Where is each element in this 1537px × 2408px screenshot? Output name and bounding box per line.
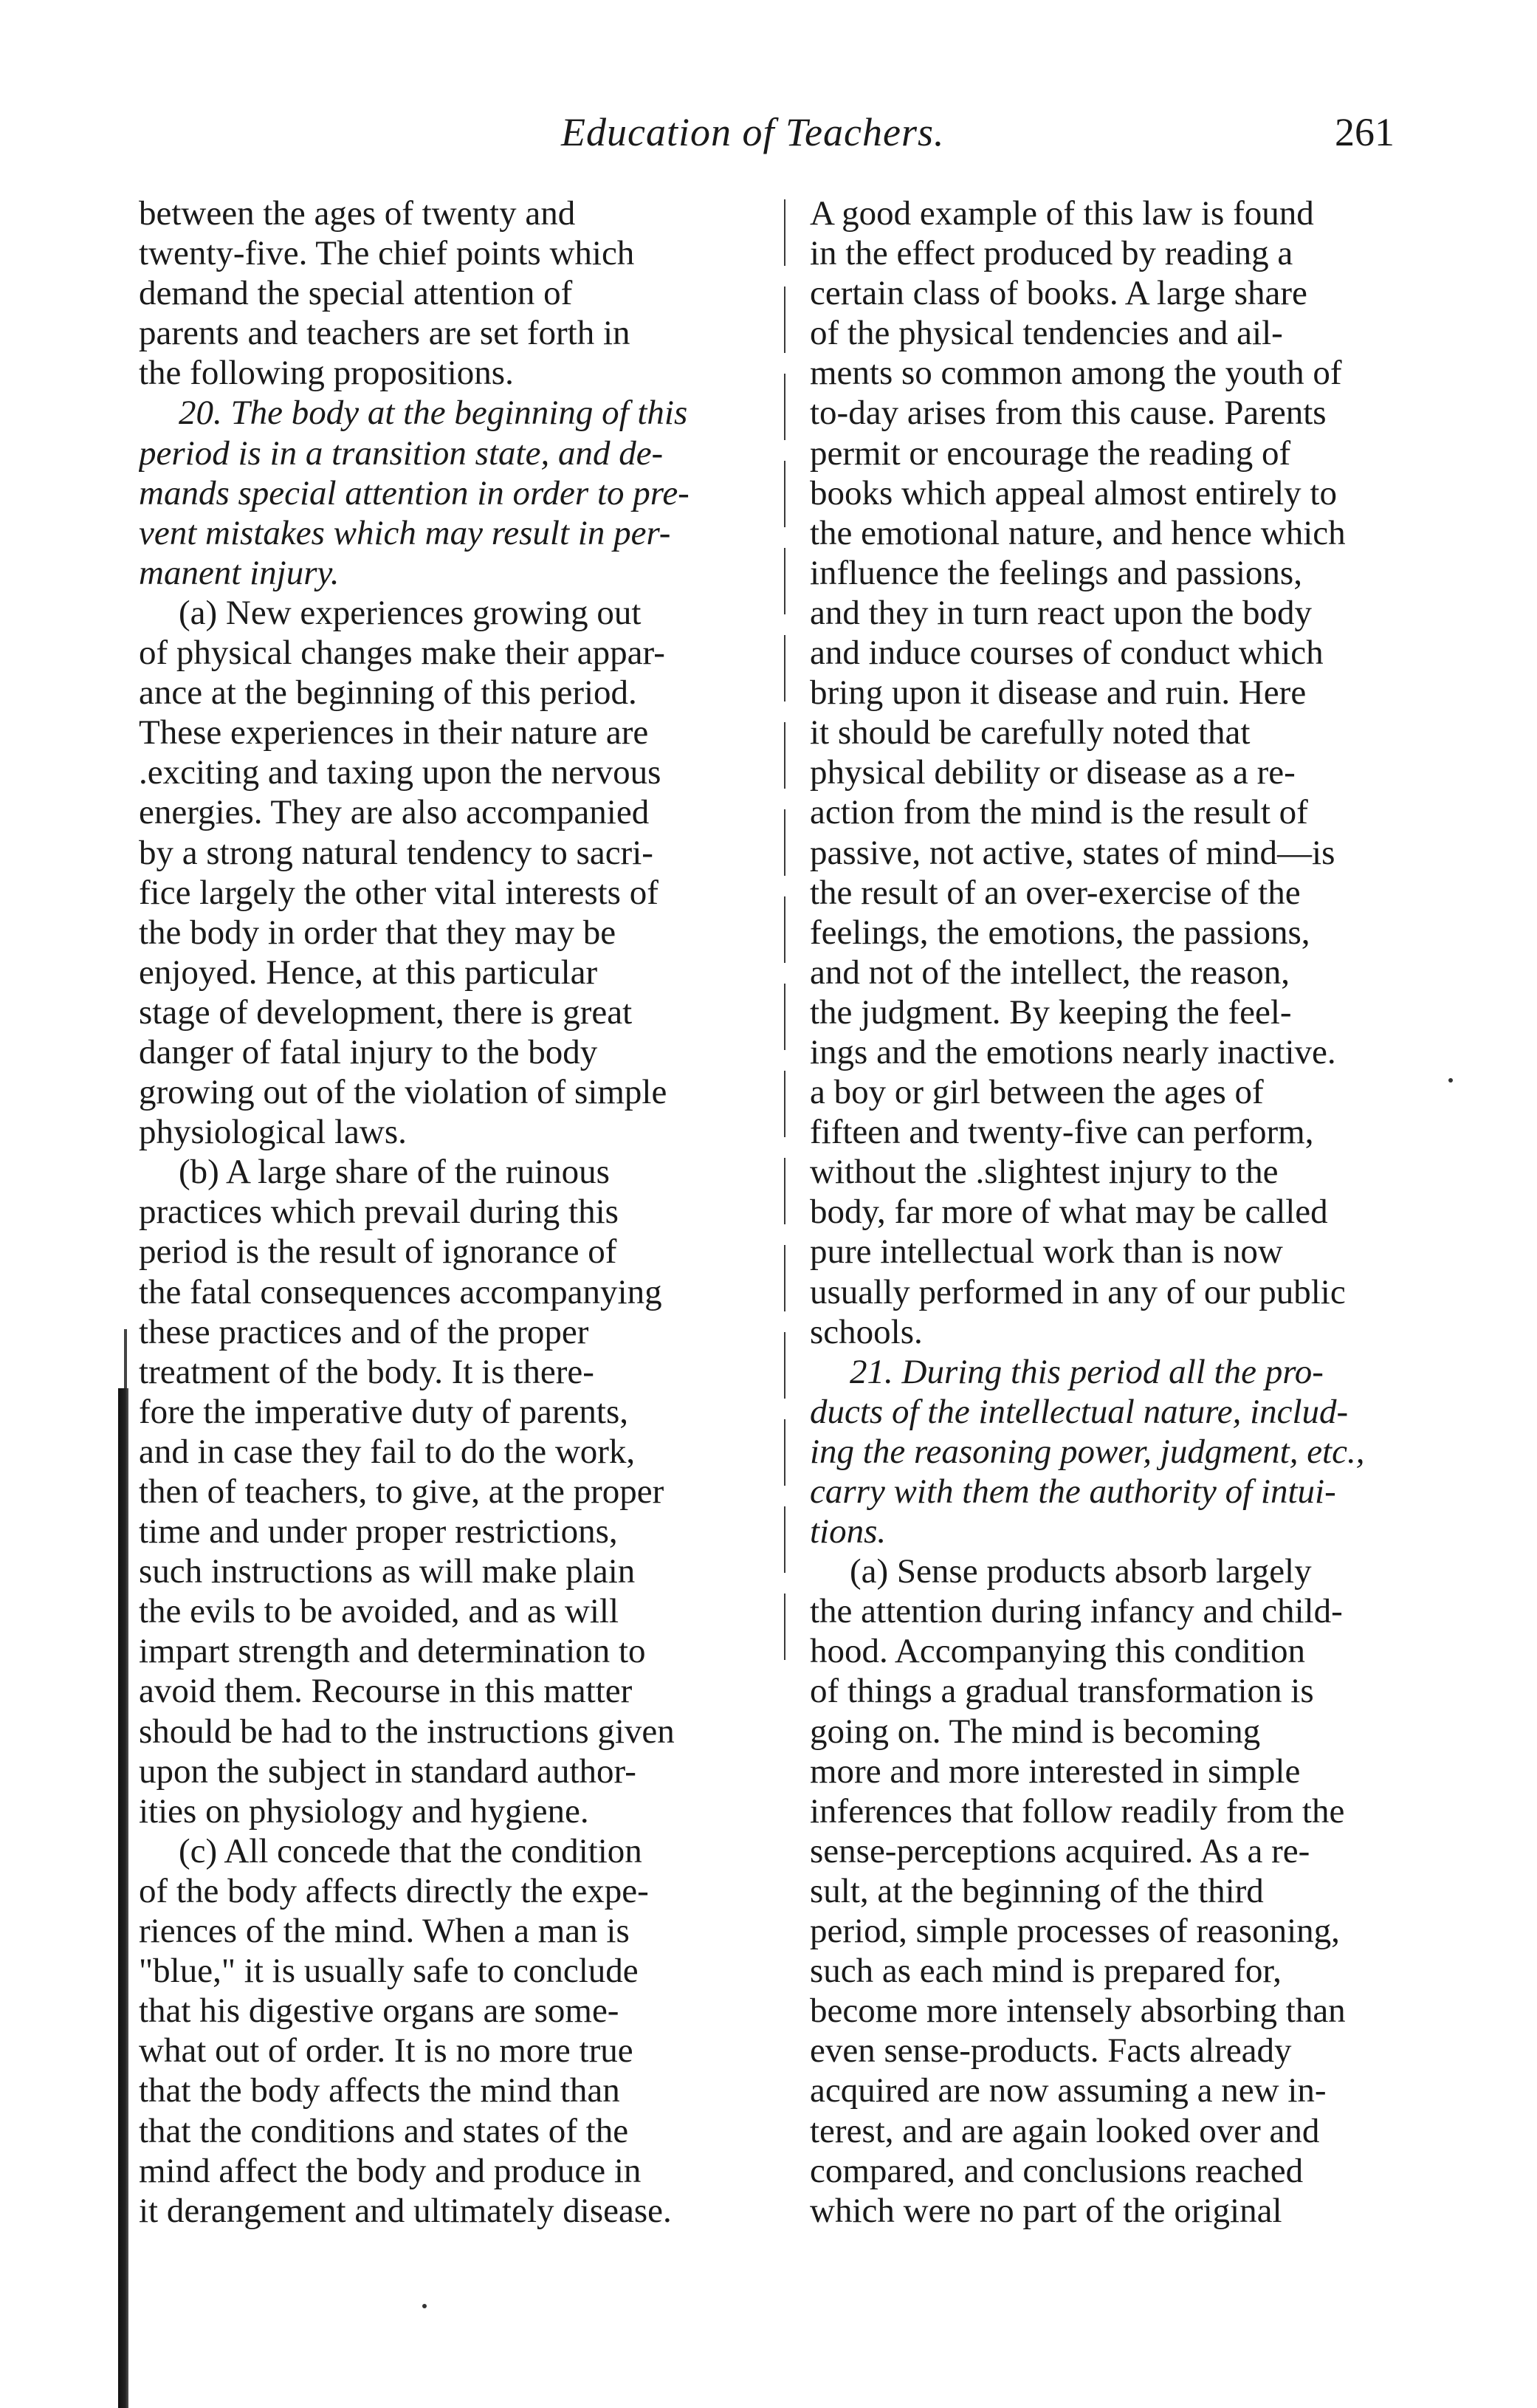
text-line: body, far more of what may be called <box>810 1193 1328 1232</box>
text-line: These experiences in their nature are <box>139 713 649 752</box>
text-line: physical debility or disease as a re- <box>810 753 1296 792</box>
text-line: A good example of this law is found <box>810 194 1314 233</box>
text-line: books which appeal almost entirely to <box>810 473 1337 512</box>
text-line: the judgment. By keeping the feel- <box>810 992 1292 1032</box>
print-speck <box>422 2304 427 2308</box>
text-line: ance at the beginning of this period. <box>139 673 637 713</box>
text-line: impart strength and determination to <box>139 1632 646 1671</box>
text-line: mands special attention in order to pre- <box>139 473 690 512</box>
binding-shadow <box>118 1388 128 2408</box>
column-divider <box>784 199 785 1669</box>
text-line: the evils to be avoided, and as will <box>139 1592 619 1631</box>
text-line: energies. They are also accompanied <box>139 793 650 832</box>
text-line: more and more interested in simple <box>810 1752 1301 1791</box>
text-line: manent injury. <box>139 553 340 592</box>
text-line: the body in order that they may be <box>139 913 616 952</box>
text-line: time and under proper restrictions, <box>139 1512 618 1551</box>
text-line: ments so common among the youth of <box>810 354 1342 393</box>
text-line: should be had to the instructions given <box>139 1712 675 1751</box>
text-line: (c) All concede that the condition <box>179 1831 642 1870</box>
text-line: fice largely the other vital interests of <box>139 873 659 912</box>
text-line: by a strong natural tendency to sacri- <box>139 833 653 872</box>
text-line: twenty-five. The chief points which <box>139 234 635 273</box>
text-line: the attention during infancy and child- <box>810 1592 1343 1631</box>
text-line: enjoyed. Hence, at this particular <box>139 953 598 992</box>
text-line: compared, and conclusions reached <box>810 2151 1304 2190</box>
text-line: the result of an over-exercise of the <box>810 873 1301 912</box>
text-line: bring upon it disease and ruin. Here <box>810 673 1307 713</box>
text-line: it derangement and ultimately disease. <box>139 2191 672 2230</box>
text-line: stage of development, there is great <box>139 992 633 1032</box>
text-line: it should be carefully noted that <box>810 713 1251 752</box>
text-line: usually performed in any of our public <box>810 1272 1346 1311</box>
text-line: of the physical tendencies and ail- <box>810 314 1283 353</box>
text-line: upon the subject in standard author- <box>139 1752 636 1791</box>
text-line: then of teachers, to give, at the proper <box>139 1472 664 1511</box>
left-text-column <box>139 193 759 2231</box>
text-line: certain class of books. A large share <box>810 274 1307 313</box>
text-line: pure intellectual work than is now <box>810 1232 1283 1272</box>
text-line: demand the special attention of <box>139 274 573 313</box>
text-line: (b) A large share of the ruinous <box>179 1153 610 1192</box>
right-text-column <box>810 193 1430 2231</box>
text-line: vent mistakes which may result in per- <box>139 513 671 552</box>
text-line: sense-perceptions acquired. As a re- <box>810 1831 1310 1870</box>
text-line: influence the feelings and passions, <box>810 553 1302 592</box>
text-line: acquired are now assuming a new in- <box>810 2071 1327 2110</box>
text-line: and not of the intellect, the reason, <box>810 953 1290 992</box>
text-line: riences of the mind. When a man is <box>139 1912 630 1951</box>
text-line: which were no part of the original <box>810 2191 1282 2230</box>
text-line: going on. The mind is becoming <box>810 1712 1261 1751</box>
text-line: and in case they fail to do the work, <box>139 1432 636 1471</box>
text-line: (a) New experiences growing out <box>179 593 642 632</box>
text-line: that the conditions and states of the <box>139 2111 629 2150</box>
binding-edge-mark <box>124 1329 127 1396</box>
text-line: physiological laws. <box>139 1113 407 1152</box>
text-line: parents and teachers are set forth in <box>139 314 630 353</box>
text-line: mind affect the body and produce in <box>139 2151 642 2190</box>
text-line: fore the imperative duty of parents, <box>139 1392 628 1431</box>
text-line: and induce courses of conduct which <box>810 634 1324 673</box>
text-line: the following propositions. <box>139 354 514 393</box>
print-speck <box>1448 1078 1453 1083</box>
text-line: the fatal consequences accompanying <box>139 1272 662 1311</box>
text-line: to-day arises from this cause. Parents <box>810 394 1327 433</box>
page-number: 261 <box>1335 110 1395 154</box>
text-line: carry with them the authority of intui- <box>810 1472 1336 1511</box>
text-line: period is the result of ignorance of <box>139 1232 617 1272</box>
text-line: of things a gradual transformation is <box>810 1672 1314 1711</box>
text-line: that the body affects the mind than <box>139 2071 620 2110</box>
text-line: sult, at the beginning of the third <box>810 1871 1264 1910</box>
text-line: feelings, the emotions, the passions, <box>810 913 1310 952</box>
text-line: ing the reasoning power, judgment, etc., <box>810 1432 1365 1471</box>
text-line: of physical changes make their appar- <box>139 634 665 673</box>
text-line: between the ages of twenty and <box>139 194 576 233</box>
text-line: of the body affects directly the expe- <box>139 1871 649 1910</box>
text-line: treatment of the body. It is there- <box>139 1352 594 1391</box>
text-line: practices which prevail during this <box>139 1193 619 1232</box>
text-line: a boy or girl between the ages of <box>810 1073 1264 1112</box>
text-line: period, simple processes of reasoning, <box>810 1912 1340 1951</box>
text-line: what out of order. It is no more true <box>139 2031 633 2071</box>
text-line: (a) Sense products absorb largely <box>850 1552 1312 1591</box>
text-line: that his digestive organs are some- <box>139 1992 619 2031</box>
text-line: hood. Accompanying this condition <box>810 1632 1305 1671</box>
text-line: period is in a transition state, and de- <box>139 433 664 473</box>
text-line: ducts of the intellectual nature, includ- <box>810 1392 1349 1431</box>
text-line: ings and the emotions nearly inactive. <box>810 1032 1336 1071</box>
text-line: and they in turn react upon the body <box>810 593 1313 632</box>
text-line: become more intensely absorbing than <box>810 1992 1346 2031</box>
text-line: 20. The body at the beginning of this <box>179 394 688 433</box>
text-line: such as each mind is prepared for, <box>810 1952 1282 1991</box>
text-line: ities on physiology and hygiene. <box>139 1791 589 1831</box>
running-title: Education of Teachers. <box>561 110 945 154</box>
text-line: danger of fatal injury to the body <box>139 1032 598 1071</box>
text-line: inferences that follow readily from the <box>810 1791 1345 1831</box>
text-line: the emotional nature, and hence which <box>810 513 1346 552</box>
text-line: growing out of the violation of simple <box>139 1073 667 1112</box>
text-line: such instructions as will make plain <box>139 1552 636 1591</box>
text-line: schools. <box>810 1312 923 1351</box>
text-line: even sense-products. Facts already <box>810 2031 1292 2071</box>
text-line: .exciting and taxing upon the nervous <box>139 753 661 792</box>
text-line: action from the mind is the result of <box>810 793 1308 832</box>
text-line: 21. During this period all the pro- <box>850 1352 1324 1391</box>
text-line: "blue," it is usually safe to conclude <box>139 1952 639 1991</box>
text-line: tions. <box>810 1512 887 1551</box>
text-line: avoid them. Recourse in this matter <box>139 1672 633 1711</box>
text-line: terest, and are again looked over and <box>810 2111 1320 2150</box>
text-line: these practices and of the proper <box>139 1312 589 1351</box>
text-line: without the .slightest injury to the <box>810 1153 1279 1192</box>
text-line: fifteen and twenty-five can perform, <box>810 1113 1314 1152</box>
text-line: permit or encourage the reading of <box>810 433 1291 473</box>
text-line: passive, not active, states of mind—is <box>810 833 1335 872</box>
text-line: in the effect produced by reading a <box>810 234 1293 273</box>
